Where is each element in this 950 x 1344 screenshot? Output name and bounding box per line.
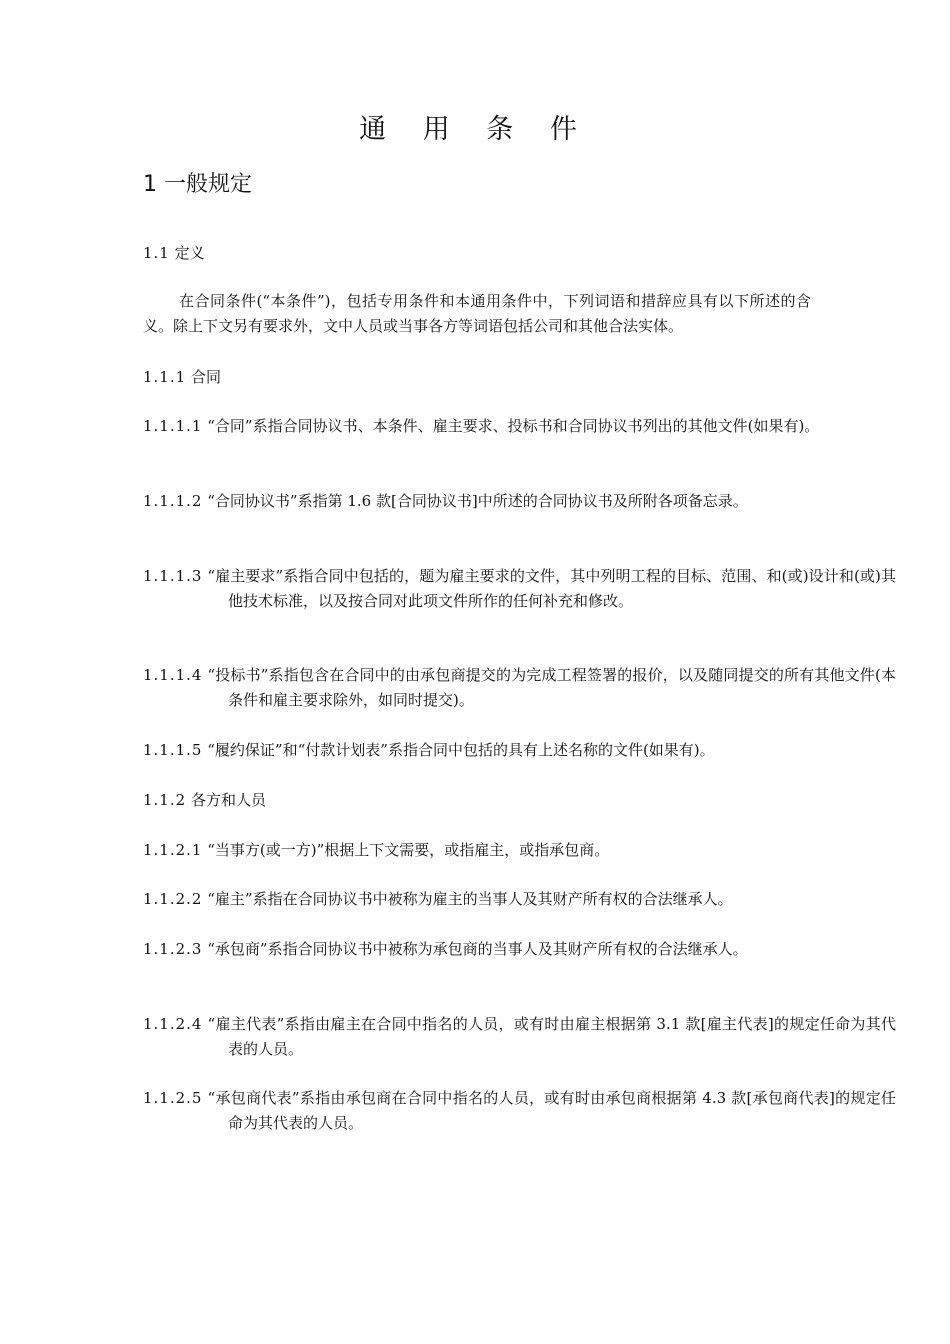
item-text: “雇主”系指在合同协议书中被称为雇主的当事人及其财产所有权的合法继承人。 (207, 890, 733, 908)
item-number: 1.1.2.3 (143, 940, 203, 958)
clause-title: 定义 (174, 244, 205, 262)
clause-heading-1-1 (143, 241, 811, 266)
definition-item-1-1-1-5 (143, 738, 896, 763)
clause-number: 1.1.1 (143, 368, 187, 386)
section-heading: 1 一般规定 (143, 172, 252, 197)
item-text: “当事方(或一方)”根据上下文需要，或指雇主，或指承包商。 (207, 841, 610, 859)
item-text: “合同”系指合同协议书、本条件、雇主要求、投标书和合同协议书列出的其他文件(如果有)。 (207, 417, 820, 435)
definition-item-1-1-1-4 (143, 663, 896, 713)
definition-item-1-1-2-2 (143, 887, 896, 912)
document-title: 通 用 条 件 (359, 114, 591, 145)
item-number: 1.1.2.1 (143, 841, 203, 859)
item-text: “承包商代表”系指由承包商在合同中指名的人员，或有时由承包商根据第 4.3 款[承包商代表]的规定任命为其代表的人员。 (207, 1089, 896, 1132)
item-number: 1.1.1.3 (143, 567, 203, 585)
clause-title: 合同 (190, 368, 221, 386)
clause-number: 1.1.2 (143, 791, 187, 809)
definitions-intro-paragraph: 在合同条件(“本条件”)，包括专用条件和本通用条件中，下列词语和措辞应具有以下所述的含义。除上下文另有要求外，文中人员或当事各方等词语包括公司和其他合法实体。 (143, 292, 811, 335)
item-number: 1.1.1.2 (143, 492, 203, 510)
item-text: “投标书”系指包含在合同中的由承包商提交的为完成工程签署的报价，以及随同提交的所有其他文件(本条件和雇主要求除外，如同时提交)。 (207, 666, 896, 709)
item-number: 1.1.2.5 (143, 1089, 203, 1107)
item-text: “雇主代表”系指由雇主在合同中指名的人员，或有时由雇主根据第 3.1 款[雇主代表]的规定任命为其代表的人员。 (207, 1015, 896, 1058)
definition-item-1-1-2-1 (143, 838, 896, 863)
clause-heading-1-1-2 (143, 788, 811, 813)
item-number: 1.1.1.5 (143, 741, 203, 759)
clause-title: 各方和人员 (190, 791, 266, 809)
item-number: 1.1.2.2 (143, 890, 203, 908)
definition-item-1-1-1-1 (143, 414, 896, 439)
item-text: “履约保证”和“付款计划表”系指合同中包括的具有上述名称的文件(如果有)。 (207, 741, 715, 759)
clause-heading-1-1-1 (143, 365, 811, 390)
definition-item-1-1-1-3 (143, 564, 896, 614)
definition-item-1-1-2-5 (143, 1086, 896, 1136)
definition-item-1-1-2-3 (143, 937, 896, 962)
item-text: “合同协议书”系指第 1.6 款[合同协议书]中所述的合同协议书及所附各项备忘录。 (207, 492, 748, 510)
item-text: “雇主要求”系指合同中包括的，题为雇主要求的文件，其中列明工程的目标、范围、和(或)设计和(或)其他技术标准，以及按合同对此项文件所作的任何补充和修改。 (207, 567, 896, 610)
item-number: 1.1.2.4 (143, 1015, 203, 1033)
item-text: “承包商”系指合同协议书中被称为承包商的当事人及其财产所有权的合法继承人。 (207, 940, 748, 958)
definition-item-1-1-2-4 (143, 1012, 896, 1062)
item-number: 1.1.1.4 (143, 666, 203, 684)
clause-number: 1.1 (143, 244, 170, 262)
definition-item-1-1-1-2 (143, 489, 896, 514)
item-number: 1.1.1.1 (143, 417, 203, 435)
